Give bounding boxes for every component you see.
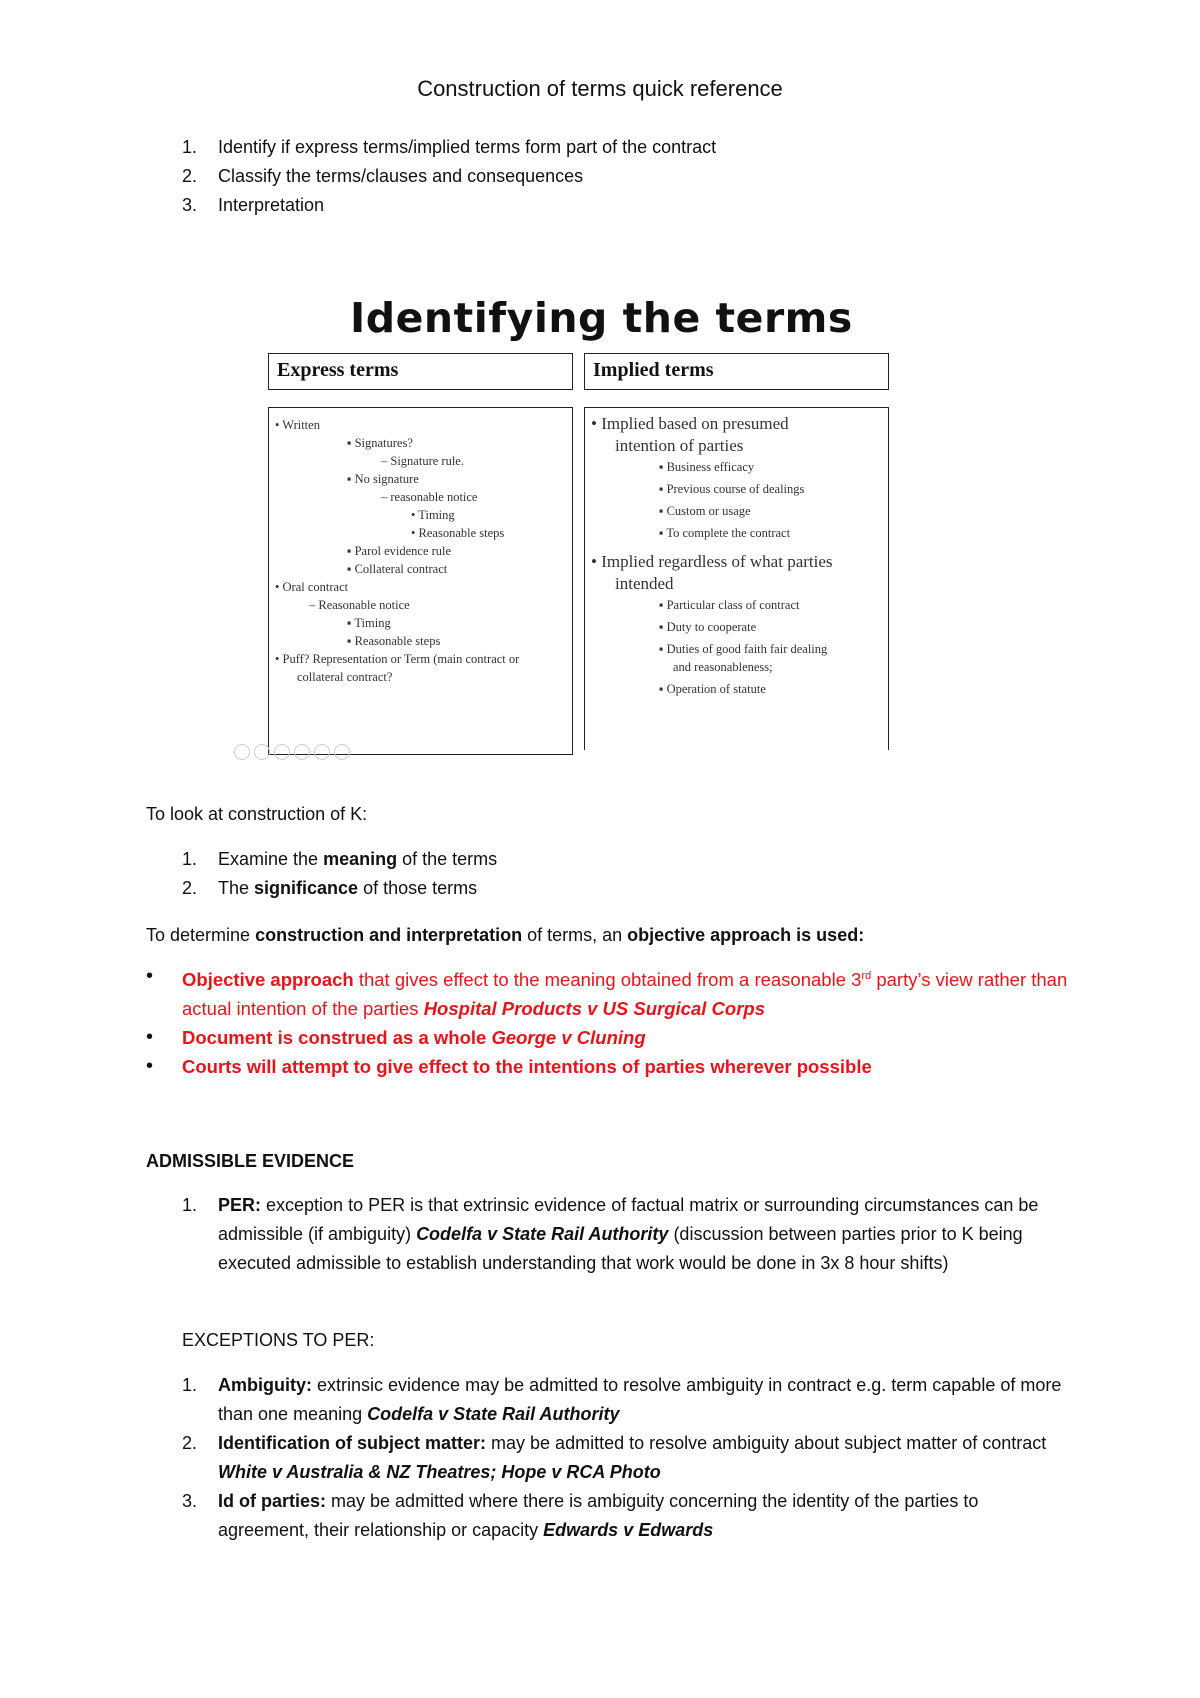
bullet-icon: – — [309, 598, 319, 612]
bullet-icon: ▪ — [659, 682, 667, 696]
bullet-icon: ▪ — [659, 598, 667, 612]
figure-list-item: ▪ Business efficacy — [659, 460, 755, 474]
figure-list-item: ▪ Duties of good faith fair dealing — [659, 642, 828, 656]
list-item: 3. Id of parties: may be admitted where there is ambiguity concerning the identity of the parties to agreement, their relationship or capacity Edwards v Edwards — [182, 1491, 979, 1540]
bullet-icon: ▪ — [347, 562, 355, 576]
implied-terms-box — [584, 407, 889, 750]
figure-list-item: – Reasonable notice — [309, 598, 410, 612]
figure-list-item: ▪ Duty to cooperate — [659, 620, 757, 634]
construction-intro: To look at construction of K: — [146, 804, 368, 824]
bullet-icon: ▪ — [659, 504, 667, 518]
circle-icon — [314, 744, 330, 760]
list-item: 1. Examine the meaning of the terms — [182, 849, 498, 869]
figure-list-item: • Reasonable steps — [411, 526, 505, 540]
list-item: 3. Interpretation — [182, 195, 325, 215]
figure-list-item: ▪ Collateral contract — [347, 562, 448, 576]
list-item: • Objective approach that gives effect to the meaning obtained from a reasonable 3rd party’s view rather than actual intention of the parties Hospital Products v US Surgical Corps — [146, 965, 1068, 1020]
list-item: 1. Ambiguity: extrinsic evidence may be admitted to resolve ambiguity in contract e.g. term capable of more than one meaning Codelfa v State Rail Authority — [182, 1375, 1062, 1424]
list-item: 2. The significance of those terms — [182, 878, 478, 898]
bullet-icon: • — [591, 552, 602, 571]
bullet-icon: • — [275, 418, 283, 432]
figure-list-item: ▪ Operation of statute — [659, 682, 766, 696]
figure-list-item: • Implied based on presumed — [591, 414, 789, 433]
intro-list — [146, 133, 716, 220]
objective-approach-list — [142, 962, 1102, 1081]
figure-list-item: ▪ Custom or usage — [659, 504, 751, 518]
bullet-icon: ▪ — [347, 472, 355, 486]
figure-list-item: – Signature rule. — [381, 454, 464, 468]
bullet-icon: ▪ — [659, 620, 667, 634]
list-item: 2. Identification of subject matter: may be admitted to resolve ambiguity about subject matter of contract White v Australia & NZ Theatres; Hope v RCA Photo — [182, 1433, 1047, 1482]
bullet-icon: – — [381, 454, 391, 468]
bullet-icon: ▪ — [659, 526, 667, 540]
list-item: 1. PER: exception to PER is that extrinsic evidence of factual matrix or surrounding circumstances can be admissible (if ambiguity) Codelfa v State Rail Authority (discussion between parties prior to K being executed admissible to establish understanding that work would be done in 3x 8 hour shifts) — [182, 1195, 1039, 1273]
express-terms-box — [268, 407, 573, 755]
figure-list-item: • Written — [275, 418, 320, 432]
figure-list-item: collateral contract? — [297, 670, 393, 684]
bullet-icon: ▪ — [659, 482, 667, 496]
circle-icon — [294, 744, 310, 760]
bullet-icon: – — [381, 490, 391, 504]
watermark-icons — [234, 744, 350, 760]
admissible-list — [146, 1191, 1066, 1278]
figure-list-item: ▪ To complete the contract — [659, 526, 791, 540]
bullet-icon: • — [591, 414, 602, 433]
figure-list-item: and reasonableness; — [673, 660, 773, 674]
figure-list-item: • Puff? Representation or Term (main contract or — [275, 652, 520, 666]
figure-list-item: ▪ Particular class of contract — [659, 598, 800, 612]
construction-list — [146, 845, 497, 903]
figure-list-item: ▪ Previous course of dealings — [659, 482, 805, 496]
bullet-icon: ▪ — [347, 544, 355, 558]
figure-list-item: ▪ Signatures? — [347, 436, 413, 450]
circle-icon — [274, 744, 290, 760]
list-item: • Courts will attempt to give effect to the intentions of parties wherever possible — [146, 1055, 872, 1078]
bullet-icon: ▪ — [659, 642, 667, 656]
figure-list-item: • Implied regardless of what parties — [591, 552, 833, 571]
bullet-icon: ▪ — [347, 616, 355, 630]
bullet-icon: ▪ — [659, 460, 667, 474]
bullet-icon: ▪ — [347, 436, 355, 450]
bullet-icon: • — [275, 652, 283, 666]
figure-title: Identifying the terms — [350, 294, 853, 342]
page-title: Construction of terms quick reference — [417, 76, 783, 101]
figure-list-item: ▪ Reasonable steps — [347, 634, 441, 648]
figure-list-item: ▪ Parol evidence rule — [347, 544, 452, 558]
figure-list-item: intention of parties — [615, 436, 744, 455]
bullet-icon: • — [411, 526, 419, 540]
bullet-icon: • — [411, 508, 419, 522]
figure-list-item: – reasonable notice — [381, 490, 478, 504]
determine-paragraph: To determine construction and interpretation of terms, an objective approach is used: — [146, 925, 865, 945]
list-item: 1. Identify if express terms/implied terms form part of the contract — [182, 137, 717, 157]
implied-terms-header: Implied terms — [584, 353, 889, 390]
circle-icon — [234, 744, 250, 760]
figure-list-item: ▪ No signature — [347, 472, 419, 486]
list-item: • Document is construed as a whole George v Cluning — [146, 1026, 646, 1049]
list-item: 2. Classify the terms/clauses and consequences — [182, 166, 584, 186]
figure-list-item: • Oral contract — [275, 580, 349, 594]
figure-list-item: intended — [615, 574, 674, 593]
section-heading-admissible: ADMISSIBLE EVIDENCE — [146, 1151, 355, 1171]
circle-icon — [334, 744, 350, 760]
bullet-icon: ▪ — [347, 634, 355, 648]
section-heading-exceptions: EXCEPTIONS TO PER: — [182, 1330, 375, 1350]
circle-icon — [254, 744, 270, 760]
figure-list-item: • Timing — [411, 508, 455, 522]
exceptions-list — [146, 1371, 1066, 1545]
bullet-icon: • — [275, 580, 283, 594]
figure-list-item: ▪ Timing — [347, 616, 391, 630]
express-terms-header: Express terms — [268, 353, 573, 390]
